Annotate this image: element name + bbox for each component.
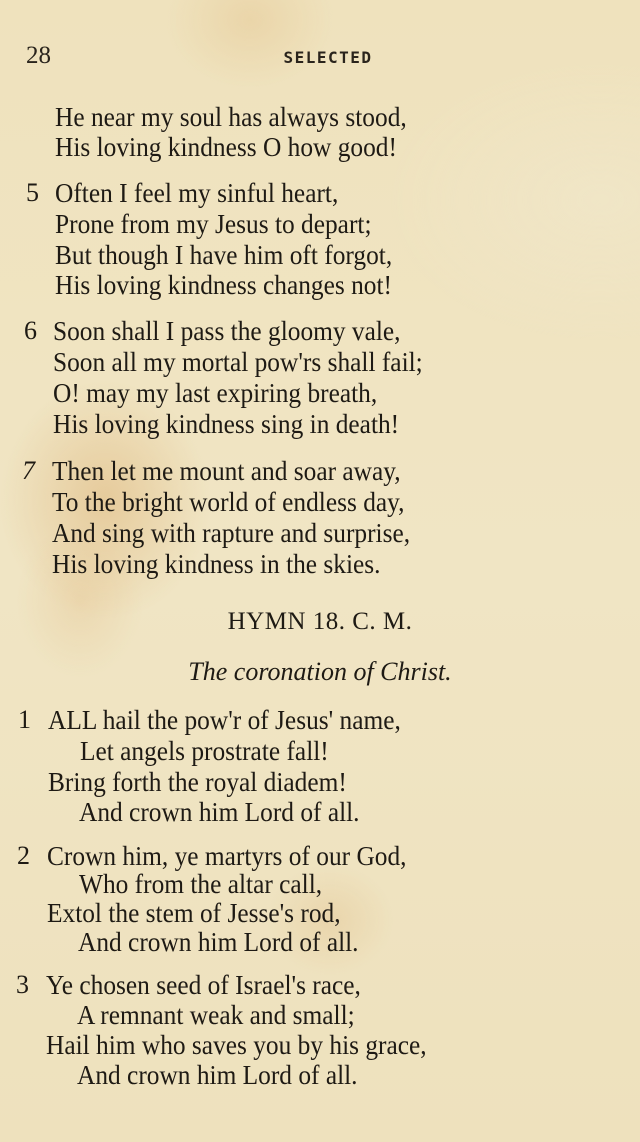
stanza-number: 1	[18, 705, 31, 734]
verse-line: And crown him Lord of all.	[77, 1060, 358, 1090]
verse-line: Soon all my mortal pow'rs shall fail;	[53, 347, 423, 377]
verse-line: Let angels prostrate fall!	[80, 736, 329, 766]
verse-line: And crown him Lord of all.	[79, 797, 360, 827]
verse-line: His loving kindness sing in death!	[53, 409, 400, 439]
verse-line: But though I have him oft forgot,	[55, 240, 393, 270]
hymn-subtitle: The coronation of Christ.	[188, 657, 452, 686]
stanza-number: 5	[26, 178, 39, 207]
verse-line: Prone from my Jesus to depart;	[55, 209, 372, 239]
verse-line: And sing with rapture and surprise,	[52, 518, 411, 548]
verse-line: Soon shall I pass the gloomy vale,	[53, 316, 401, 346]
verse-line: O! may my last expiring breath,	[53, 378, 378, 408]
stanza-number: 3	[16, 970, 29, 999]
verse-line: Often I feel my sinful heart,	[55, 178, 339, 208]
verse-line: His loving kindness in the skies.	[52, 549, 381, 579]
verse-line: Extol the stem of Jesse's rod,	[47, 898, 341, 928]
verse-line: Bring forth the royal diadem!	[48, 767, 347, 797]
running-title: SELECTED	[283, 48, 373, 67]
page-number: 28	[26, 42, 51, 69]
verse-line: Crown him, ye martyrs of our God,	[47, 841, 407, 871]
verse-line: He near my soul has always stood,	[55, 102, 407, 132]
stanza-number: 7	[22, 456, 35, 485]
verse-line: A remnant weak and small;	[77, 1000, 355, 1030]
verse-line: His loving kindness changes not!	[55, 270, 392, 300]
verse-line: Ye chosen seed of Israel's race,	[46, 970, 361, 1000]
stanza-number: 6	[24, 316, 37, 345]
verse-line: Who from the altar call,	[79, 869, 323, 899]
hymn-title: HYMN 18. C. M.	[227, 608, 413, 635]
verse-line: His loving kindness O how good!	[55, 132, 397, 162]
verse-line: ALL hail the pow'r of Jesus' name,	[48, 705, 401, 735]
verse-line: And crown him Lord of all.	[78, 927, 359, 957]
stanza-number: 2	[17, 841, 30, 870]
verse-line: Then let me mount and soar away,	[52, 456, 401, 486]
verse-line: To the bright world of endless day,	[52, 487, 405, 517]
verse-line: Hail him who saves you by his grace,	[46, 1030, 427, 1060]
